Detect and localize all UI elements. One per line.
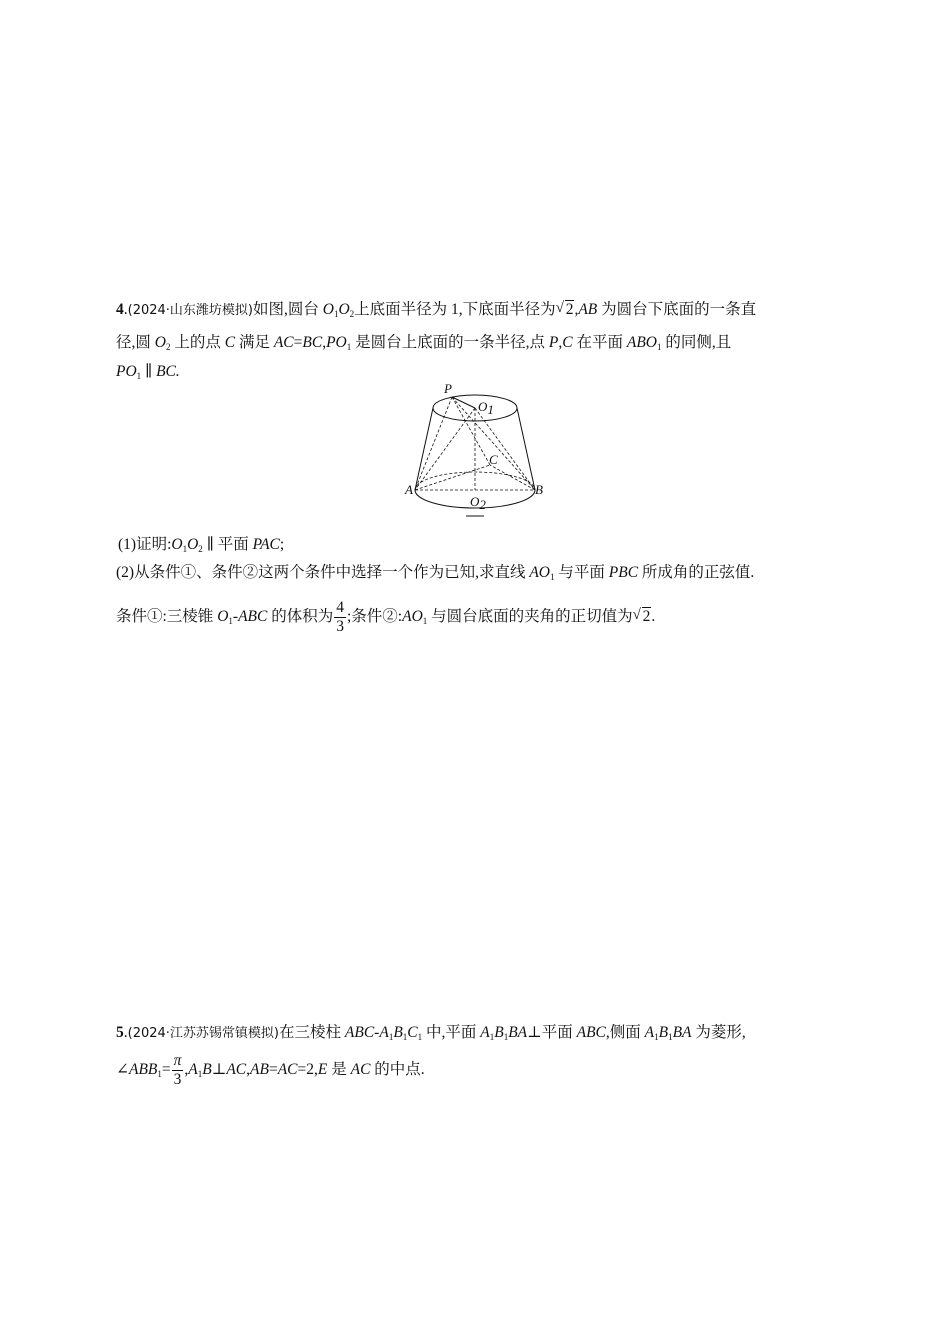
problem4-text: 所成角的正弦值. (641, 564, 755, 581)
sqrt-2: √ 2 (555, 300, 574, 318)
problem4-conditions: 条件①:三棱锥 $O_1$-ABC 的体积为 $\frac{4}{3}$ ;条件$②:AO_1$ 与圆台底面的夹角的正切值为 √ 2. (116, 595, 655, 639)
problem4-text: 径,圆 (116, 334, 155, 351)
part2-label: (2)从条件①、条件②这两个条件中选择一个作为已知,求直线 (116, 564, 530, 581)
label-O1: O1 (478, 399, 494, 417)
problem4-text: 为圆台下底面的一条直 (601, 301, 757, 318)
problem5-source: (2024·江苏苏锡常镇模拟) (127, 1026, 279, 1041)
fraction-pi-3: $\frac{\pi}{3}$ (173, 1051, 182, 1088)
problem4-text: 是圆台上底面的一条半径,点 (355, 334, 549, 351)
problem4-text: 上底面半径为 1,下底面半径为 (354, 301, 556, 318)
segment-AC (415, 465, 490, 490)
sqrt-2: √ 2 (632, 607, 651, 625)
problem5-text: 是 (331, 1061, 351, 1078)
problem4-line3: $PO_1$ ∥ BC. (116, 363, 180, 381)
problem4-line1: 4.(2024·山东潍坊模拟)如图,圆台 $O_1O_2$上底面半径为 1,下底面半径为 √ 2,AB 为圆台下底面的一条直 (116, 300, 757, 319)
problem5-text: 的中点. (374, 1061, 425, 1078)
fraction-4-3: $\frac{4}{3}$ (336, 598, 344, 635)
problem5-line1: 5.(2024·江苏苏锡常镇模拟)在三棱柱 ABC-$A_1B_1C_1$ 中,平面 $A_1B_1BA\perp$平面 ABC,侧面 $A_1B_1BA$ 为菱形, (116, 1024, 746, 1042)
label-A: A (405, 482, 413, 497)
frustum-figure (400, 380, 560, 520)
problem4-text: 如图,圆台 (253, 301, 323, 318)
problem4-text: BC. (156, 363, 180, 380)
problem4-text: 与平面 (558, 564, 609, 581)
problem5-text: 为菱形, (695, 1024, 746, 1041)
segment-BC (490, 465, 535, 490)
problem4-text: 的体积为 (271, 608, 334, 625)
problem4-text: ∥ 平面 (206, 536, 253, 553)
label-O2: O2 (470, 494, 486, 512)
problem4-line2: 径,圆 $O_2$ 上的点 C 满足 $AC=BC,PO_1$ 是圆台上底面的一条半径,点 P,C 在平面 $ABO_1$ 的同侧,且 (116, 334, 732, 352)
problem4-text: 上的点 (174, 334, 225, 351)
label-B: B (535, 482, 543, 497)
part1-label: (1)证明: (118, 536, 172, 553)
problem5-number: 5 (116, 1024, 124, 1041)
condition-2: ;条件②: (346, 608, 403, 625)
problem4-part2: (2)从条件①、条件②这两个条件中选择一个作为已知,求直线 $AO_1$ 与平面 PBC 所成角的正弦值. (116, 564, 755, 582)
problem5-text: 平面 (541, 1024, 577, 1041)
problem4-text: 的同侧,且 (665, 334, 732, 351)
problem5-line2: $\angle ABB_1=$ $\frac{\pi}{3}$ $,A_1B\perp AC,AB=AC=2,E$ 是 AC 的中点. (116, 1051, 425, 1088)
label-C: C (489, 452, 498, 467)
problem4-part1: (1)证明$:O_1O_2$ ∥ 平面 PAC; (118, 536, 285, 554)
condition-1: 条件①:三棱锥 (116, 608, 218, 625)
problem4-source: (2024·山东潍坊模拟) (127, 303, 253, 318)
problem4-number: 4 (116, 301, 124, 318)
problem5-text: 侧面 (609, 1024, 645, 1041)
problem4-text: 在平面 (576, 334, 627, 351)
label-P: P (444, 381, 452, 396)
problem5-text: 在三棱柱 (279, 1024, 345, 1041)
problem5-text: 中,平面 (426, 1024, 481, 1041)
problem4-text: 满足 (238, 334, 274, 351)
problem4-text: 与圆台底面的夹角的正切值为 (431, 608, 633, 625)
